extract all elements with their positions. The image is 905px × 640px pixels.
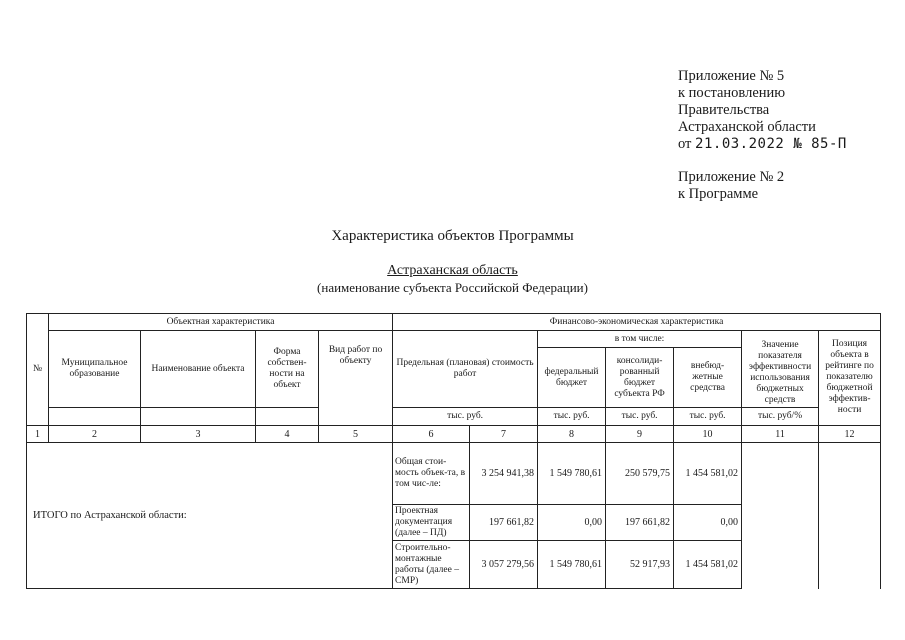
- federal-value: 1 549 780,61: [538, 443, 606, 505]
- col-number: 11: [742, 426, 819, 443]
- row-label: Проектная документация (далее – ПД): [393, 505, 470, 541]
- header-efficiency: Значение показателя эффективности использования бюджетных средств: [742, 331, 819, 408]
- consolidated-value: 52 917,93: [606, 541, 674, 589]
- unit-consolidated: тыс. руб.: [606, 408, 674, 426]
- header-num: №: [27, 314, 49, 426]
- extrabudget-value: 1 454 581,02: [674, 541, 742, 589]
- header-position: Позиция объекта в рейтинге по показателю бюджетной эффектив-ности: [819, 331, 881, 426]
- appendix-line: Приложение № 5: [678, 68, 785, 84]
- efficiency-cell: [742, 443, 819, 589]
- document-title: Характеристика объектов Программы: [331, 228, 574, 244]
- unit-federal: тыс. руб.: [538, 408, 606, 426]
- units-empty: [49, 408, 141, 426]
- consolidated-value: 197 661,82: [606, 505, 674, 541]
- col-number: 6: [393, 426, 470, 443]
- region-note: (наименование субъекта Российской Федерации): [317, 280, 588, 295]
- col-number: 10: [674, 426, 742, 443]
- consolidated-value: 250 579,75: [606, 443, 674, 505]
- position-cell: [819, 443, 881, 589]
- unit-cost: тыс. руб.: [393, 408, 538, 426]
- federal-value: 1 549 780,61: [538, 541, 606, 589]
- col-number: 2: [49, 426, 141, 443]
- units-empty: [256, 408, 319, 426]
- col-number: 3: [141, 426, 256, 443]
- cost-value: 3 254 941,38: [470, 443, 538, 505]
- header-consolidated: консолиди-рованный бюджет субъекта РФ: [606, 348, 674, 408]
- program-appendix-line: к Программе: [678, 186, 759, 202]
- col-number: 9: [606, 426, 674, 443]
- row-label: Строительно-монтажные работы (далее – СМР): [393, 541, 470, 589]
- header-extrabudget: внебюд-жетные средства: [674, 348, 742, 408]
- col-number: 8: [538, 426, 606, 443]
- col-number: 5: [319, 426, 393, 443]
- header-ownership: Форма собствен-ности на объект: [256, 331, 319, 408]
- date-prefix: от: [678, 136, 692, 152]
- header-municipality: Муниципальное образование: [49, 331, 141, 408]
- unit-efficiency: тыс. руб/%: [742, 408, 819, 426]
- handwritten-date: 21.03.2022 № 85-П: [695, 136, 847, 152]
- header-object-group: Объектная характеристика: [49, 314, 393, 331]
- header-incl: в том числе:: [538, 331, 742, 348]
- cost-value: 3 057 279,56: [470, 541, 538, 589]
- col-number: 12: [819, 426, 881, 443]
- col-number: 1: [27, 426, 49, 443]
- header-federal: федеральный бюджет: [538, 348, 606, 408]
- row-label: Общая стои-мость объек-та, в том чис-ле:: [393, 443, 470, 505]
- header-work-type: Вид работ по объекту: [319, 331, 393, 426]
- col-number: 4: [256, 426, 319, 443]
- extrabudget-value: 1 454 581,02: [674, 443, 742, 505]
- table-row: [27, 443, 881, 505]
- appendix-line: Астраханской области: [678, 119, 816, 135]
- unit-extrabudget: тыс. руб.: [674, 408, 742, 426]
- units-empty: [141, 408, 256, 426]
- appendix-block: [678, 68, 847, 203]
- federal-value: 0,00: [538, 505, 606, 541]
- col-number: 7: [470, 426, 538, 443]
- objects-table: [26, 313, 881, 589]
- region-name: Астраханская область: [387, 263, 518, 278]
- appendix-line: Правительства: [678, 102, 770, 118]
- header-finance-group: Финансово-экономическая характеристика: [393, 314, 881, 331]
- appendix-line: к постановлению: [678, 85, 786, 101]
- total-label: ИТОГО по Астраханской области:: [27, 443, 393, 589]
- extrabudget-value: 0,00: [674, 505, 742, 541]
- header-cost: Предельная (плановая) стоимость работ: [393, 331, 538, 408]
- appendix-date-line: [678, 136, 847, 153]
- header-object-name: Наименование объекта: [141, 331, 256, 408]
- program-appendix-line: Приложение № 2: [678, 169, 785, 185]
- cost-value: 197 661,82: [470, 505, 538, 541]
